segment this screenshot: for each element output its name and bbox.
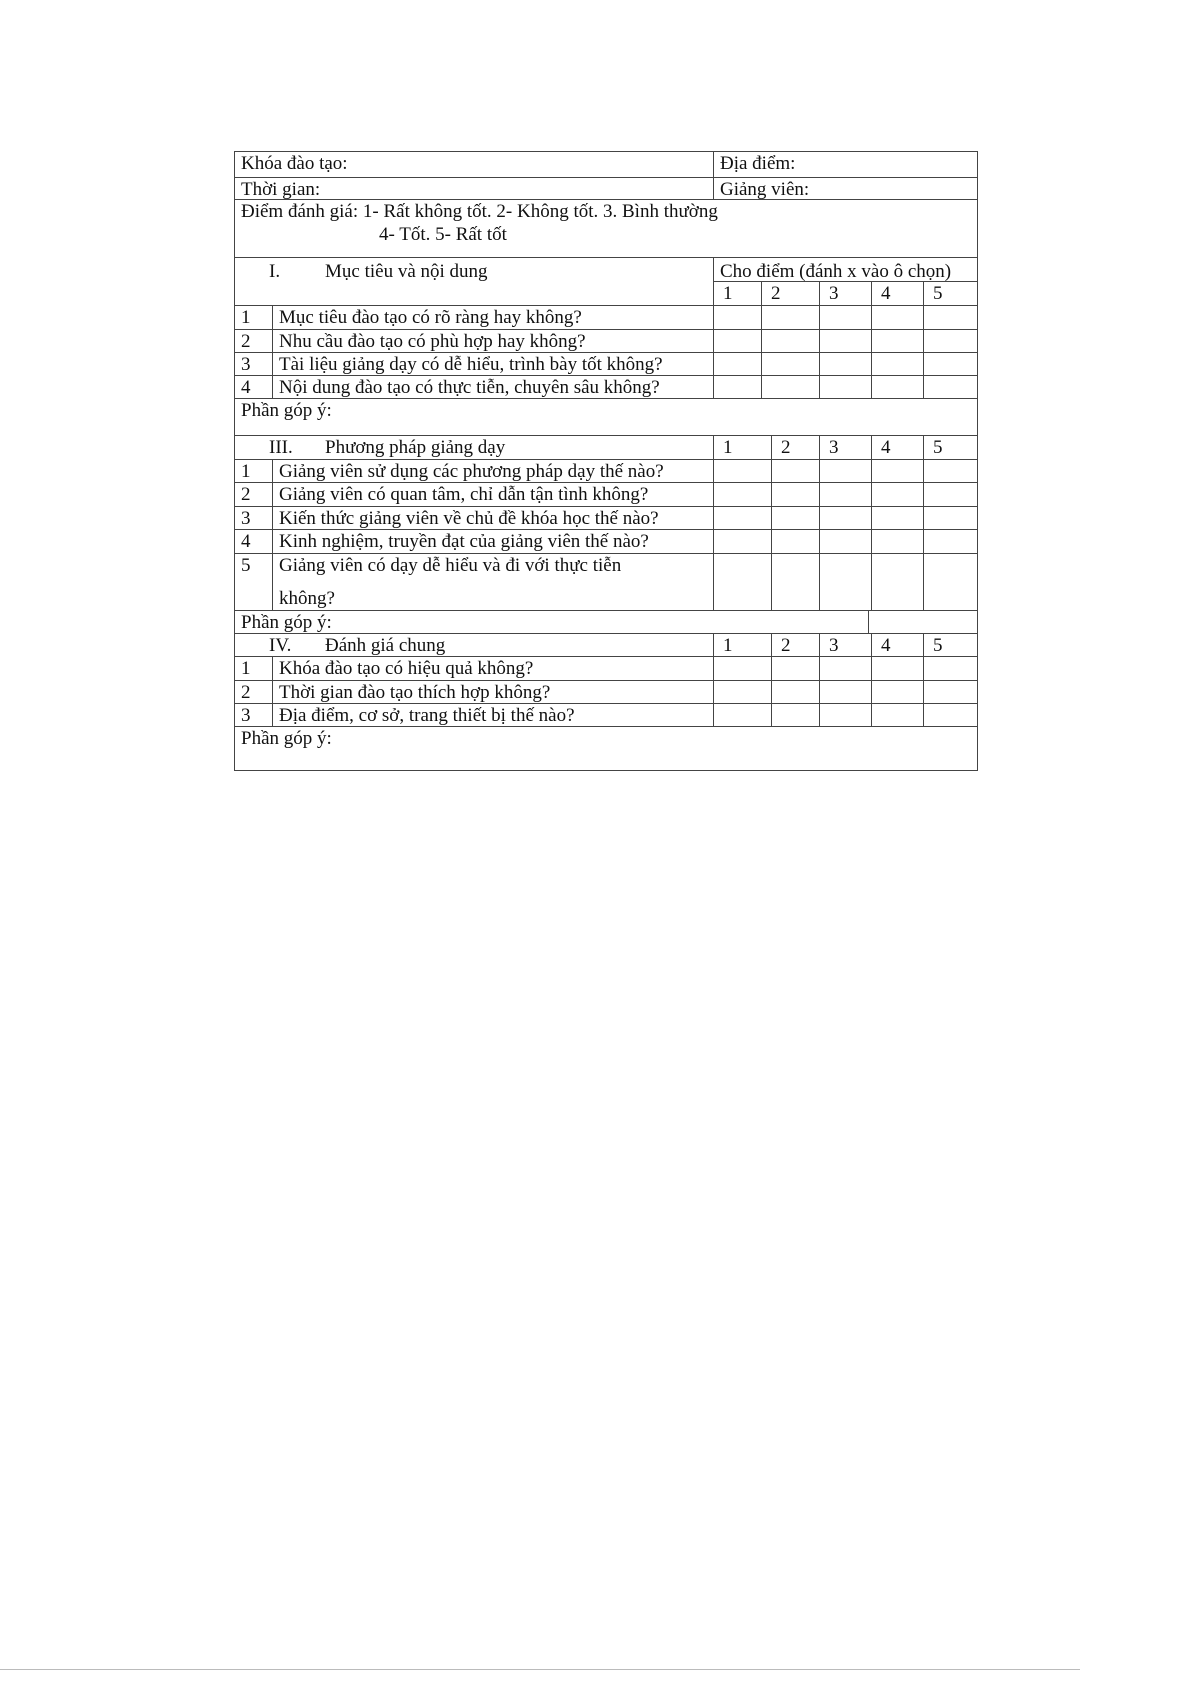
evaluation-form [234,151,978,771]
question-row [235,375,977,398]
score-box-2[interactable] [772,483,820,506]
page-footer-rule [0,1669,1080,1670]
question-number: 4 [235,530,273,553]
question-number: 1 [235,306,273,329]
question-text: Thời gian đào tạo thích hợp không? [273,681,714,703]
question-number: 5 [235,554,273,610]
score-box-5[interactable] [924,483,977,506]
score-box-5[interactable] [924,507,977,529]
score-box-4[interactable] [872,507,924,529]
score-box-5[interactable] [924,704,977,726]
score-label-3: 3 [820,436,872,459]
question-text: Địa điểm, cơ sở, trang thiết bị thế nào? [273,704,714,726]
score-box-3[interactable] [820,657,872,680]
section-4-roman: IV. [269,635,292,656]
question-row [235,506,977,529]
score-box-5[interactable] [924,657,977,680]
question-text: Nhu cầu đào tạo có phù hợp hay không? [273,330,714,352]
scale-line-1: Điểm đánh giá: 1- Rất không tốt. 2- Không tốt. 3. Bình thường [241,201,718,222]
score-box-4[interactable] [872,530,924,553]
question-row [235,459,977,482]
score-box-3[interactable] [820,507,872,529]
score-box-1[interactable] [714,353,762,375]
lecturer-label: Giảng viên: [720,179,810,199]
question-row [235,482,977,506]
score-box-4[interactable] [872,330,924,352]
question-number: 3 [235,507,273,529]
score-box-1[interactable] [714,460,772,482]
header-row-1 [235,152,977,177]
time-label: Thời gian: [241,179,321,199]
score-box-1[interactable] [714,507,772,529]
score-box-2[interactable] [772,507,820,529]
score-label-3: 3 [820,282,872,305]
section-1-header [235,257,977,305]
score-box-1[interactable] [714,376,762,398]
score-box-3[interactable] [820,554,872,610]
comment-label: Phần góp ý: [235,611,869,633]
score-label-2: 2 [772,436,820,459]
question-text [273,554,714,610]
score-box-3[interactable] [820,306,872,329]
score-box-3[interactable] [820,704,872,726]
question-text: Giảng viên có quan tâm, chỉ dẫn tận tình không? [273,483,714,506]
question-row [235,529,977,553]
question-row [235,656,977,680]
question-number: 3 [235,353,273,375]
header-row-2 [235,177,977,199]
score-label-5: 5 [933,635,943,656]
score-box-1[interactable] [714,530,772,553]
section-3-comment[interactable] [235,610,977,633]
score-box-3[interactable] [820,353,872,375]
scale-line-2: 4- Tốt. 5- Rất tốt [379,224,507,245]
comment-label: Phần góp ý: [241,400,332,421]
score-box-3[interactable] [820,330,872,352]
section-3-header [235,435,977,459]
question-text: Mục tiêu đào tạo có rõ ràng hay không? [273,306,714,329]
question-number: 2 [235,681,273,703]
score-label-1: 1 [714,282,762,305]
question-text-line-1: Giảng viên có dạy dễ hiểu và đi với thực tiễn [279,555,622,576]
score-box-1[interactable] [714,704,772,726]
score-box-2[interactable] [762,353,820,375]
question-number: 1 [235,460,273,482]
score-box-4[interactable] [872,657,924,680]
score-box-5[interactable] [924,353,977,375]
section-1-title: Mục tiêu và nội dung [325,261,488,282]
score-box-4[interactable] [872,460,924,482]
question-number: 4 [235,376,273,398]
question-row [235,352,977,375]
section-3-roman: III. [269,437,293,458]
score-label-5: 5 [933,437,943,458]
section-4-title: Đánh giá chung [325,635,446,656]
score-box-2[interactable] [762,376,820,398]
score-box-2[interactable] [762,306,820,329]
score-box-5[interactable] [924,460,977,482]
question-text: Tài liệu giảng dạy có dễ hiểu, trình bày tốt không? [273,353,714,375]
score-box-4[interactable] [872,483,924,506]
location-label: Địa điểm: [720,153,796,174]
score-box-2[interactable] [772,530,820,553]
score-box-1[interactable] [714,330,762,352]
question-number: 3 [235,704,273,726]
score-box-4[interactable] [872,353,924,375]
score-box-5[interactable] [924,330,977,352]
score-box-2[interactable] [772,681,820,703]
score-label-2: 2 [762,282,820,305]
score-box-4[interactable] [872,306,924,329]
score-label-3: 3 [820,634,872,656]
question-row [235,703,977,726]
score-label-4: 4 [872,634,924,656]
question-row [235,553,977,610]
score-box-2[interactable] [772,554,820,610]
score-box-3[interactable] [820,376,872,398]
score-box-3[interactable] [820,483,872,506]
score-box-1[interactable] [714,306,762,329]
lecturer-field[interactable] [714,178,977,199]
question-number: 2 [235,330,273,352]
score-box-2[interactable] [772,657,820,680]
section-1-comment[interactable] [235,398,977,435]
score-label-1: 1 [714,634,772,656]
section-4-header [235,633,977,656]
comment-label: Phần góp ý: [241,728,332,749]
question-text: Khóa đào tạo có hiệu quả không? [273,657,714,680]
question-row [235,680,977,703]
score-box-1[interactable] [714,483,772,506]
question-text: Nội dung đào tạo có thực tiễn, chuyên sâu không? [273,376,714,398]
section-1-roman: I. [269,261,281,282]
question-text: Kiến thức giảng viên về chủ đề khóa học thế nào? [273,507,714,529]
score-box-5[interactable] [924,376,977,398]
course-label: Khóa đào tạo: [241,153,348,174]
score-box-2[interactable] [772,460,820,482]
score-box-2[interactable] [762,330,820,352]
question-row [235,329,977,352]
course-field[interactable] [235,152,714,177]
score-box-1[interactable] [714,681,772,703]
score-box-4[interactable] [872,681,924,703]
question-text-line-2: không? [279,588,335,609]
score-box-3[interactable] [820,681,872,703]
score-box-4[interactable] [872,704,924,726]
question-row [235,305,977,329]
score-box-3[interactable] [820,460,872,482]
score-box-5[interactable] [924,554,977,610]
question-text: Giảng viên sử dụng các phương pháp dạy thế nào? [273,460,714,482]
time-field[interactable] [235,178,714,199]
score-box-4[interactable] [872,554,924,610]
question-number: 1 [235,657,273,680]
location-field[interactable] [714,152,977,177]
score-box-2[interactable] [772,704,820,726]
score-label-1: 1 [714,436,772,459]
score-label-5: 5 [933,283,943,304]
score-box-3[interactable] [820,530,872,553]
score-label-4: 4 [872,282,924,305]
scale-legend [235,199,977,257]
question-text: Kinh nghiệm, truyền đạt của giảng viên thế nào? [273,530,714,553]
section-3-title: Phương pháp giảng dạy [325,437,506,458]
score-label-2: 2 [772,634,820,656]
score-box-4[interactable] [872,376,924,398]
score-box-5[interactable] [924,530,977,553]
score-box-1[interactable] [714,554,772,610]
section-4-comment[interactable] [235,726,977,770]
score-label-4: 4 [872,436,924,459]
score-box-5[interactable] [924,681,977,703]
question-number: 2 [235,483,273,506]
score-header: Cho điểm (đánh x vào ô chọn) [714,258,977,282]
score-box-5[interactable] [924,306,977,329]
score-box-1[interactable] [714,657,772,680]
